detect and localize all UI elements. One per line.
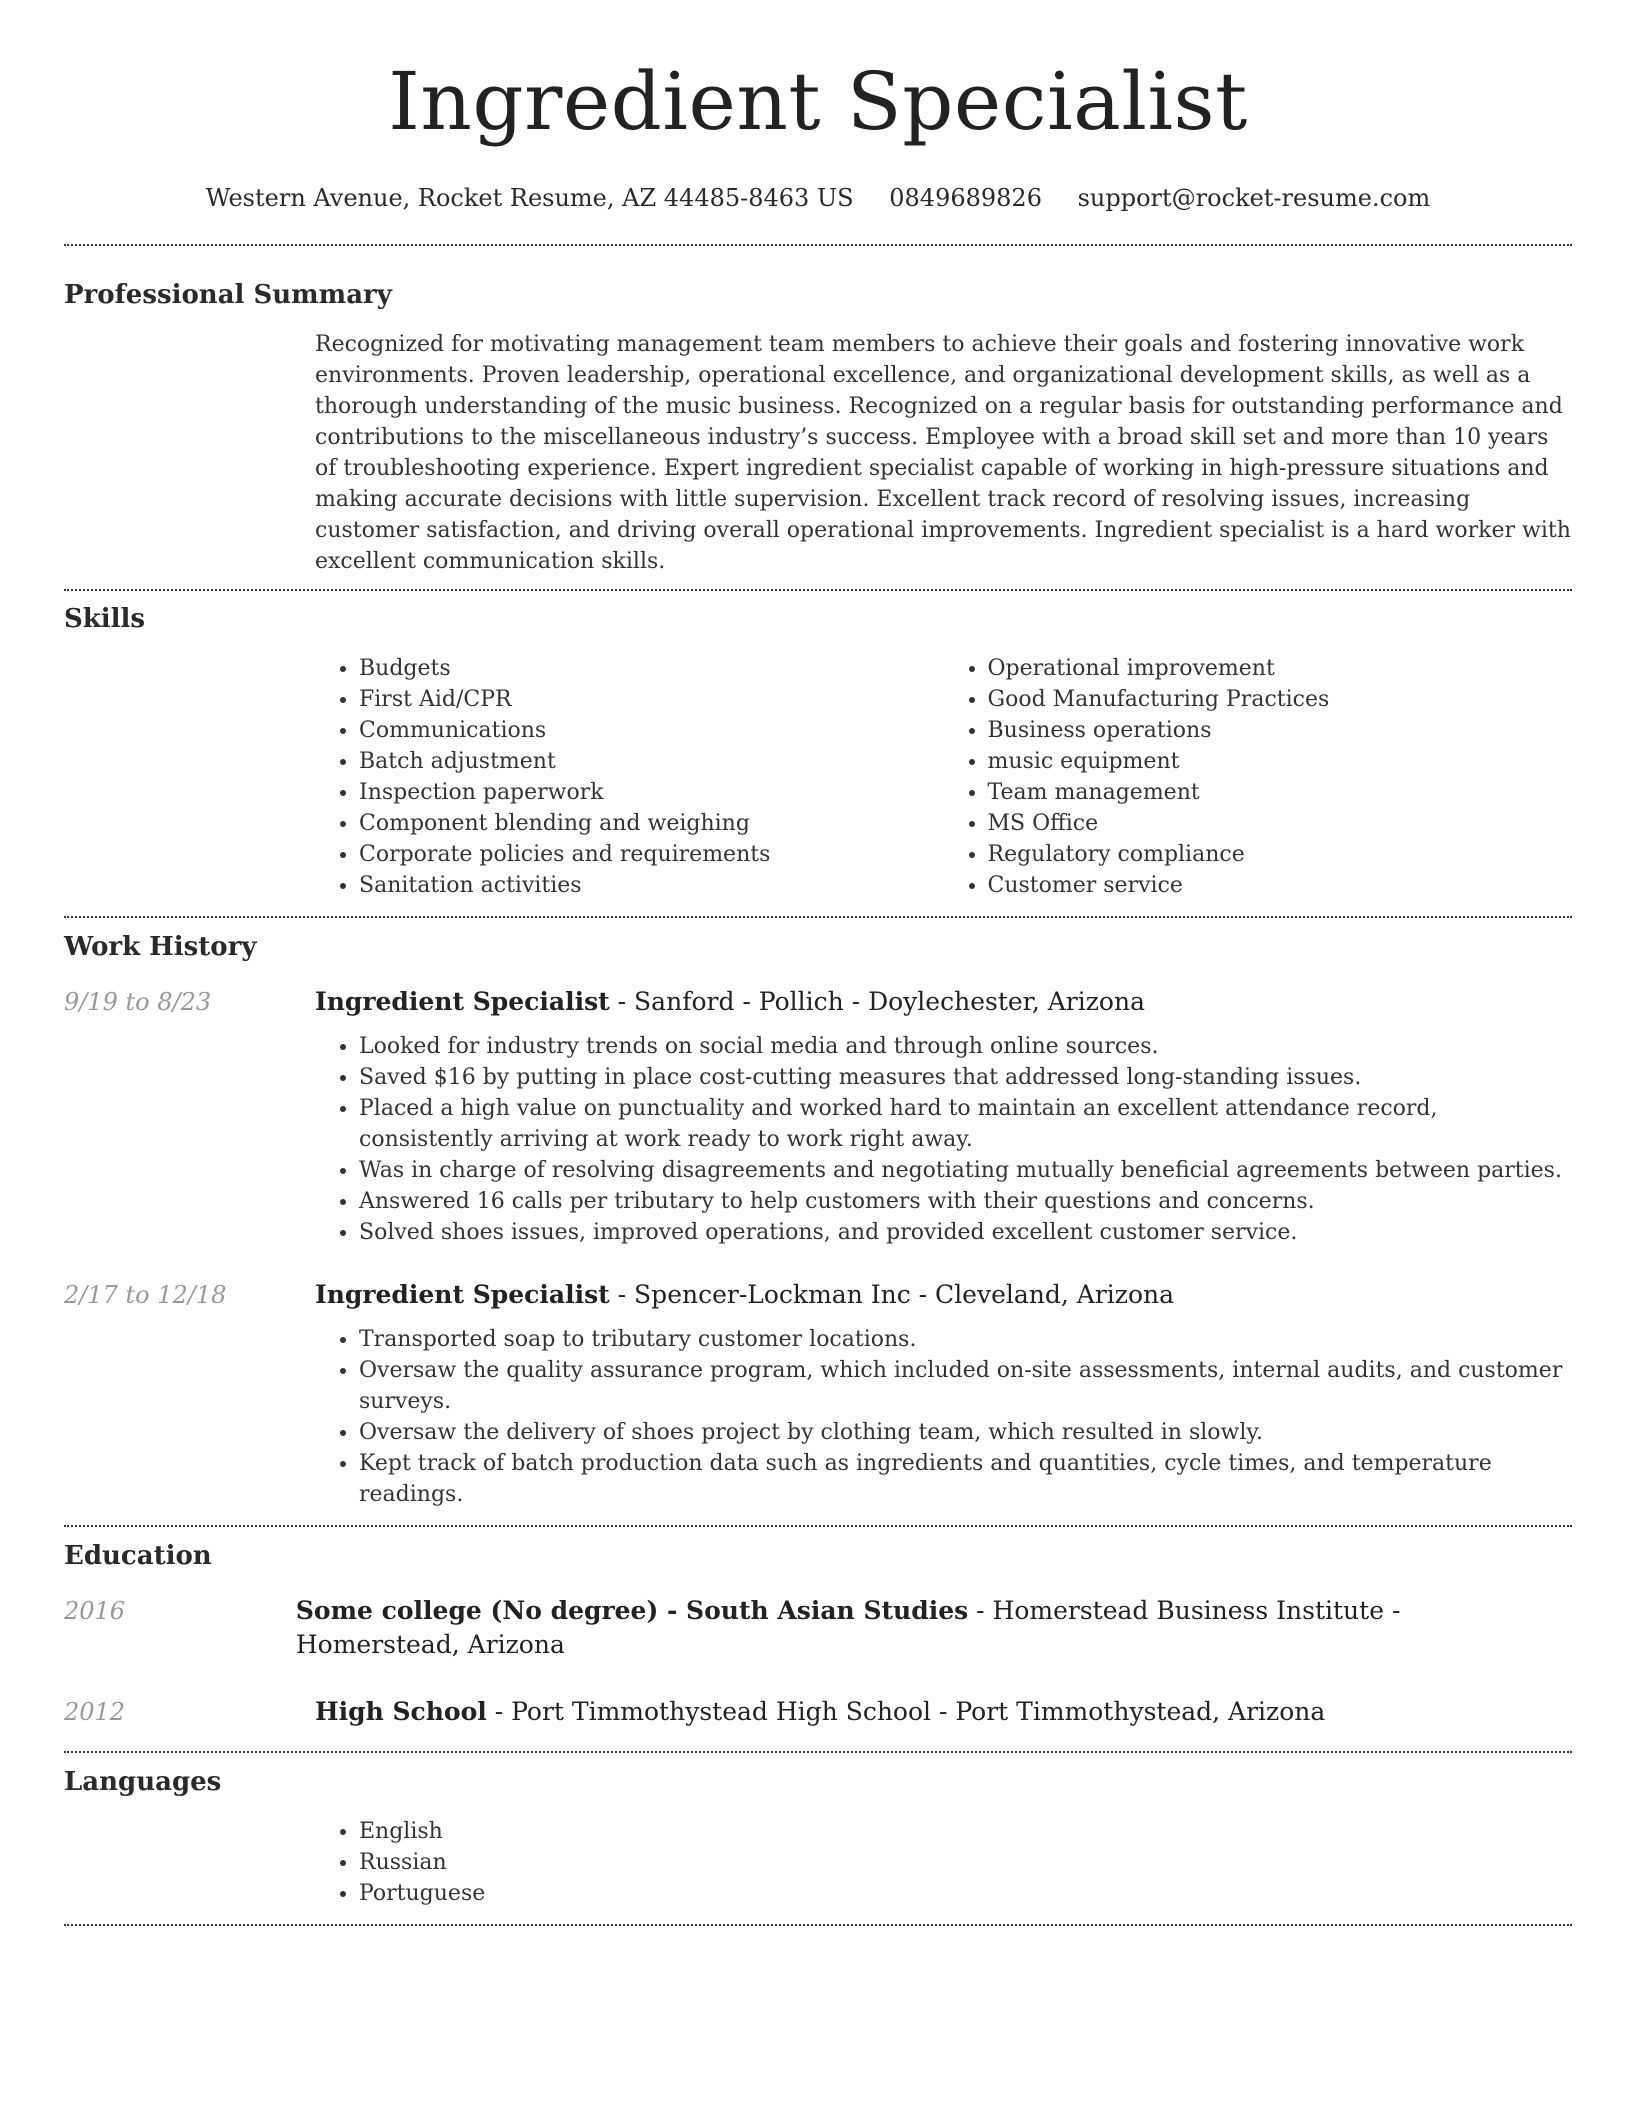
job-details: - Spencer-Lockman Inc - Cleveland, Arizona bbox=[609, 1280, 1175, 1309]
education-year: 2012 bbox=[64, 1698, 126, 1726]
job-bullet: • Was in charge of resolving disagreements and negotiating mutually beneficial agreements between parties. bbox=[359, 1155, 1572, 1186]
section-title-summary: Professional Summary bbox=[64, 280, 392, 310]
job-details: - Sanford - Pollich - Doylechester, Arizona bbox=[609, 987, 1145, 1016]
job-dates: 9/19 to 8/23 bbox=[64, 988, 212, 1016]
job-dates: 2/17 to 12/18 bbox=[64, 1281, 227, 1309]
divider bbox=[64, 1751, 1572, 1753]
job-role: Ingredient Specialist bbox=[315, 1280, 610, 1309]
education-details: - Homerstead Business Institute - Homerstead, Arizona bbox=[295, 1596, 1401, 1659]
skill-item: • Business operations bbox=[988, 715, 1573, 746]
section-title-skills: Skills bbox=[64, 604, 146, 634]
skill-item: • music equipment bbox=[988, 746, 1573, 777]
skill-item: • Inspection paperwork bbox=[359, 777, 944, 808]
job-entry bbox=[64, 1278, 1572, 1312]
contact-phone: 0849689826 bbox=[889, 184, 1042, 212]
skill-item: • Customer service bbox=[988, 870, 1573, 901]
education-degree: Some college (No degree) - South Asian Studies bbox=[295, 1596, 969, 1625]
job-entry bbox=[64, 985, 1572, 1019]
education-entry bbox=[64, 1594, 1572, 1662]
language-item: • Portuguese bbox=[359, 1878, 1572, 1909]
section-title-languages: Languages bbox=[64, 1767, 222, 1797]
resume-name: Ingredient Specialist bbox=[388, 55, 1248, 148]
skill-item: • Communications bbox=[359, 715, 944, 746]
job-bullets bbox=[315, 1031, 1572, 1248]
job-bullets bbox=[315, 1324, 1572, 1510]
divider bbox=[64, 1924, 1572, 1926]
skill-item: • Component blending and weighing bbox=[359, 808, 944, 839]
skill-item: • Budgets bbox=[359, 653, 944, 684]
job-bullet: • Placed a high value on punctuality and worked hard to maintain an excellent attendance record, consistently arriving at work ready to work right away. bbox=[359, 1093, 1572, 1155]
skill-item: • Team management bbox=[988, 777, 1573, 808]
language-item: • Russian bbox=[359, 1847, 1572, 1878]
skills-list-right bbox=[944, 653, 1573, 901]
job-bullet: • Saved $16 by putting in place cost-cutting measures that addressed long-standing issues. bbox=[359, 1062, 1572, 1093]
skill-item: • Sanitation activities bbox=[359, 870, 944, 901]
skill-item: • MS Office bbox=[988, 808, 1573, 839]
education-year: 2016 bbox=[64, 1597, 126, 1625]
skill-item: • Operational improvement bbox=[988, 653, 1573, 684]
skill-item: • Batch adjustment bbox=[359, 746, 944, 777]
summary-block bbox=[315, 329, 1572, 577]
summary-text: Recognized for motivating management team members to achieve their goals and fostering innovative work environments. Proven leadership, operational excellence, and organizational development skills, as well as a thorough understanding of the music business. Recognized on a regular basis for outstanding performance and contributions to the miscellaneous industry’s success. Employee with a broad skill set and more than 10 years of troubleshooting experience. Expert ingredient specialist capable of working in high-pressure situations and making accurate decisions with little supervision. Excellent track record of resolving issues, increasing customer satisfaction, and driving overall operational improvements. Ingredient specialist is a hard worker with excellent communication skills. bbox=[315, 332, 1571, 574]
skill-item: • Good Manufacturing Practices bbox=[988, 684, 1573, 715]
divider bbox=[64, 1525, 1572, 1527]
job-title bbox=[315, 1278, 1174, 1312]
contact-address: Western Avenue, Rocket Resume, AZ 44485-8463 US bbox=[205, 184, 854, 212]
job-bullet: • Kept track of batch production data such as ingredients and quantities, cycle times, and temperature readings. bbox=[359, 1448, 1572, 1510]
skills-list-left bbox=[315, 653, 944, 901]
education-title bbox=[296, 1594, 1572, 1662]
education-entry bbox=[64, 1695, 1572, 1729]
job-bullet: • Looked for industry trends on social media and through online sources. bbox=[359, 1031, 1572, 1062]
job-bullet: • Answered 16 calls per tributary to help customers with their questions and concerns. bbox=[359, 1186, 1572, 1217]
divider bbox=[64, 589, 1572, 591]
skill-item: • Corporate policies and requirements bbox=[359, 839, 944, 870]
skills-grid bbox=[315, 653, 1572, 901]
job-bullet: • Transported soap to tributary customer locations. bbox=[359, 1324, 1572, 1355]
skill-item: • Regulatory compliance bbox=[988, 839, 1573, 870]
education-degree: High School bbox=[315, 1697, 487, 1726]
divider bbox=[64, 244, 1572, 246]
skill-item: • First Aid/CPR bbox=[359, 684, 944, 715]
contact-line bbox=[64, 182, 1572, 214]
contact-email: support@rocket-resume.com bbox=[1077, 184, 1431, 212]
section-title-work: Work History bbox=[64, 932, 257, 962]
resume-page bbox=[64, 0, 1572, 1926]
job-title bbox=[315, 985, 1145, 1019]
education-title bbox=[315, 1695, 1325, 1729]
education-details: - Port Timmothystead High School - Port Timmothystead, Arizona bbox=[486, 1697, 1326, 1726]
divider bbox=[64, 916, 1572, 918]
job-bullet: • Solved shoes issues, improved operations, and provided excellent customer service. bbox=[359, 1217, 1572, 1248]
job-bullet: • Oversaw the delivery of shoes project by clothing team, which resulted in slowly. bbox=[359, 1417, 1572, 1448]
job-role: Ingredient Specialist bbox=[315, 987, 610, 1016]
language-item: • English bbox=[359, 1816, 1572, 1847]
job-bullet: • Oversaw the quality assurance program, which included on-site assessments, internal audits, and customer surveys. bbox=[359, 1355, 1572, 1417]
languages-block bbox=[315, 1816, 1572, 1909]
section-title-education: Education bbox=[64, 1541, 212, 1571]
